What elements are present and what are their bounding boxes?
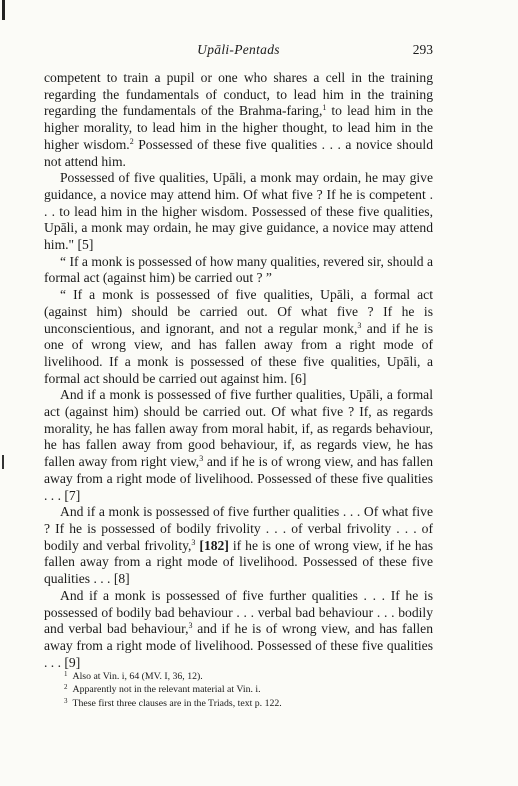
paragraph — [44, 588, 433, 672]
footnote-ref: 1 — [322, 103, 327, 113]
text-run: And if a monk is possessed of five further qualities . . . Of what five ? If he is possessed of bodily frivolity . . . of verbal frivolity . . . of bodily and verbal frivolity, — [44, 504, 433, 553]
footnote-mark: 1 — [64, 670, 68, 678]
footnote — [64, 669, 434, 682]
footnote-mark: 2 — [64, 683, 68, 692]
paragraph: “ If a monk is possessed of how many qualities, revered sir, should a formal act (against him) be carried out ? ” — [44, 253, 433, 286]
text-run: “ If a monk is possessed of five qualities, Upāli, a formal act (against him) should be carried out. Of what five ? If he is unconscientious, and ignorant, and not a regular monk, — [44, 287, 433, 336]
paragraph — [44, 287, 433, 387]
text-run: if he is one of wrong view, if he has fallen away from a right mode of livelihood. Possessed of these five qualities . . . [8] — [44, 537, 433, 587]
footnote-ref: 3 — [199, 454, 204, 464]
text-run: and if he is one of wrong view, and has fallen away from a right mode of livelihood. If a monk is possessed of these five qualities, Upāli, a formal act should be carried out against him. [6] — [44, 320, 433, 386]
text-run: Possessed of these five qualities . . . a novice should not attend him. — [44, 136, 433, 169]
body-text — [44, 70, 433, 671]
footnote — [64, 696, 434, 709]
page-reference: [182] — [199, 537, 229, 553]
text-run: to lead him in the higher morality, to lead him in the higher thought, to lead him in the higher wisdom. — [44, 103, 433, 152]
page-number: 293 — [412, 42, 433, 57]
footnote-ref: 3 — [188, 621, 193, 631]
binding-edge-mark — [2, 455, 4, 469]
text-run: competent to train a pupil or one who shares a cell in the training regarding the fundamentals of conduct, to lead him in the training regarding the fundamentals of the Brahma-faring, — [44, 70, 433, 119]
text-run: and if he is of wrong view, and has fallen away from a right mode of livelihood. Possessed of these five qualities . . . [9] — [44, 621, 433, 670]
footnote-ref: 3 — [357, 320, 362, 330]
page-header — [44, 42, 433, 62]
binding-edge-mark — [2, 0, 5, 20]
paragraph — [44, 504, 433, 588]
paragraph: Possessed of five qualities, Upāli, a monk may ordain, he may give guidance, a novice may attend him. Of what five ? If he is competent . . . to lead him in the higher wisdom. Possessed of these five qualities, Upāli, a monk may ordain, he may give guidance, a novice may attend him." [5] — [44, 170, 433, 253]
footnote-mark: 3 — [64, 696, 68, 705]
footnote-text: Also at Vin. i, 64 (MV. I, 36, 12). — [72, 671, 203, 682]
paragraph — [44, 70, 433, 170]
footnotes — [64, 669, 434, 709]
text-run: and if he is of wrong view, and has fallen away from a right mode of livelihood. Possessed of these five qualities . . . [7] — [44, 454, 433, 503]
text-run: And if a monk is possessed of five further qualities, Upāli, a formal act (against him) should be carried out. Of what five ? If, as regards morality, he has fallen away from moral habit, if, as regards behaviour, he has fallen away from good behaviour, if, as regards view, he has fallen away from right view, — [44, 387, 433, 470]
footnote-ref: 2 — [129, 136, 134, 146]
footnote-ref: 3 — [191, 537, 196, 547]
footnote-text: These first three clauses are in the Triads, text p. 122. — [72, 697, 282, 709]
text-run: And if a monk is possessed of five further qualities . . . If he is possessed of bodily bad behaviour . . . verbal bad behaviour . . . bodily and verbal bad behaviour, — [44, 587, 433, 637]
footnote — [64, 682, 434, 695]
footnote-text: Apparently not in the relevant material at Vin. i. — [72, 684, 261, 696]
running-title: Upāli-Pentads — [197, 42, 280, 57]
paragraph — [44, 387, 433, 504]
